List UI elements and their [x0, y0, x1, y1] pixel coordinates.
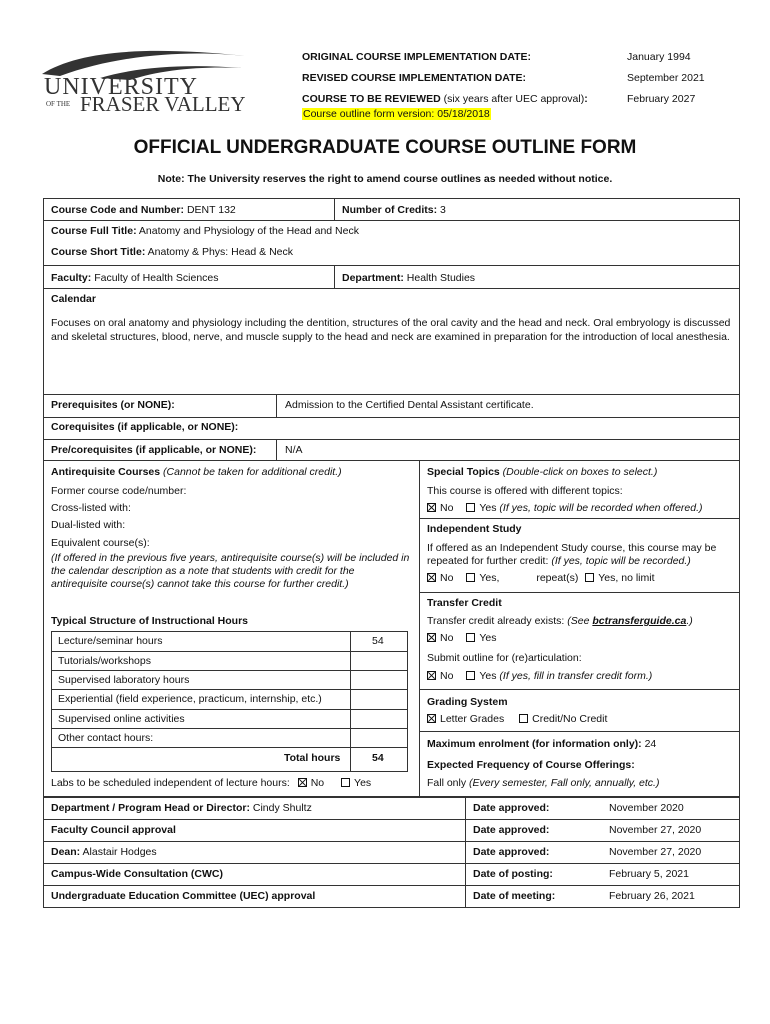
approval-date-label: Date approved: [473, 824, 550, 836]
short-title: Course Short Title: Anatomy & Phys: Head & Neck [51, 246, 293, 258]
equivalent-courses: Equivalent course(s): [51, 537, 150, 549]
grading-label: Grading System [427, 696, 508, 708]
hours-row-label: Supervised laboratory hours [58, 674, 190, 686]
independent-no-limit-checkbox[interactable] [585, 573, 594, 582]
independent-no-checkbox[interactable] [427, 573, 436, 582]
letter-grades-checkbox[interactable] [427, 714, 436, 723]
structure-label: Typical Structure of Instructional Hours [51, 615, 248, 627]
labs-independent: Labs to be scheduled independent of lecture hours: No Yes [51, 777, 372, 789]
rearticulation-yes-checkbox[interactable] [466, 671, 475, 680]
antireq-label: Antirequisite Courses (Cannot be taken for additional credit.) [51, 466, 342, 478]
precoreq-label: Pre/corequisites (if applicable, or NONE): [51, 444, 257, 456]
department: Department: Health Studies [342, 272, 476, 284]
prereq-label: Prerequisites (or NONE): [51, 399, 175, 411]
grading-options: Letter Grades Credit/No Credit [427, 713, 607, 726]
review-date-label: COURSE TO BE REVIEWED (six years after UEC approval): [302, 93, 588, 105]
approval-date-value: November 27, 2020 [609, 824, 702, 836]
precoreq-value: N/A [285, 444, 303, 456]
special-topics-options: No Yes (If yes, topic will be recorded when offered.) [427, 502, 703, 515]
calendar-label: Calendar [51, 293, 96, 305]
rearticulation-no-checkbox[interactable] [427, 671, 436, 680]
approval-row-dept: Department / Program Head or Director: Cindy Shultz [51, 802, 312, 814]
approval-row-faculty: Faculty Council approval [51, 824, 176, 836]
approval-date-value: November 2020 [609, 802, 684, 814]
approval-date-value: February 26, 2021 [609, 890, 695, 902]
calendar-text: Focuses on oral anatomy and physiology including the dentition, structures of the oral cavity and the head and neck. Oral embryology is discussed and skeletal structures, blood, nerve, and muscle supply to the head and neck are examined in preparation for the introduction of local anesthesia. [51, 317, 731, 343]
approval-date-label: Date of posting: [473, 868, 553, 880]
hours-row-label: Experiential (field experience, practicum, internship, etc.) [58, 693, 322, 705]
logo-line2: FRASER VALLEY [80, 92, 246, 116]
independent-study-options: No Yes, repeat(s) Yes, no limit [427, 572, 655, 585]
orig-date-value: January 1994 [627, 51, 691, 63]
approval-row-cwc: Campus-Wide Consultation (CWC) [51, 868, 223, 880]
max-enrolment: Maximum enrolment (for information only): 24 [427, 738, 657, 750]
former-code: Former course code/number: [51, 485, 187, 497]
total-hours-value: 54 [372, 752, 384, 764]
approval-date-label: Date approved: [473, 802, 550, 814]
orig-date-label: ORIGINAL COURSE IMPLEMENTATION DATE: [302, 51, 532, 63]
independent-yes-checkbox[interactable] [466, 573, 475, 582]
rev-date-label: REVISED COURSE IMPLEMENTATION DATE: [302, 72, 527, 84]
hours-row-label: Supervised online activities [58, 713, 185, 725]
faculty: Faculty: Faculty of Health Sciences [51, 272, 219, 284]
credit-no-credit-checkbox[interactable] [519, 714, 528, 723]
approval-date-label: Date of meeting: [473, 890, 556, 902]
hours-row-value: 54 [372, 635, 384, 647]
approval-date-value: November 27, 2020 [609, 846, 702, 858]
total-hours-label: Total hours [284, 752, 341, 764]
cross-listed: Cross-listed with: [51, 502, 131, 514]
prereq-value: Admission to the Certified Dental Assistant certificate. [285, 399, 534, 411]
independent-study-label: Independent Study [427, 523, 522, 535]
antireq-note: (If offered in the previous five years, antirequisite course(s) will be included in the calendar description as a note that students with credit for the antirequisite course(s) cannot take this course for further credit.) [51, 552, 410, 590]
university-logo [40, 44, 255, 124]
logo-line1: UNIVERSITY [44, 74, 198, 100]
submit-outline-options: No Yes (If yes, fill in transfer credit form.) [427, 670, 652, 683]
page-title: OFFICIAL UNDERGRADUATE COURSE OUTLINE FORM [133, 137, 637, 158]
credits: Number of Credits: 3 [342, 204, 446, 216]
approval-date-label: Date approved: [473, 846, 550, 858]
special-no-checkbox[interactable] [427, 503, 436, 512]
transfer-credit-text: Transfer credit already exists: (See bctransferguide.ca.) [427, 615, 693, 627]
approval-row-uec: Undergraduate Education Committee (UEC) approval [51, 890, 316, 902]
amend-note: Note: The University reserves the right to amend course outlines as needed without notice. [157, 173, 613, 185]
approval-date-value: February 5, 2021 [609, 868, 689, 880]
labs-no-checkbox[interactable] [298, 778, 307, 787]
logo-of-the: OF THE [46, 100, 71, 108]
hours-row-label: Tutorials/workshops [58, 655, 151, 667]
transfer-exists-options: No Yes [427, 632, 497, 645]
independent-study-text: If offered as an Independent Study course, this course may be repeated for further credit: (If yes, topic will be recorded.) [427, 542, 717, 567]
frequency-label: Expected Frequency of Course Offerings: [427, 759, 635, 771]
approval-row-dean: Dean: Alastair Hodges [51, 846, 157, 858]
course-code: Course Code and Number: DENT 132 [51, 204, 236, 216]
hours-row-label: Lecture/seminar hours [58, 635, 163, 647]
rev-date-value: September 2021 [627, 72, 705, 84]
form-version: Course outline form version: 05/18/2018 [303, 108, 490, 120]
hours-row-label: Other contact hours: [58, 732, 154, 744]
review-date-value: February 2027 [627, 93, 696, 105]
transfer-no-checkbox[interactable] [427, 633, 436, 642]
special-topics-text: This course is offered with different topics: [427, 485, 623, 497]
submit-outline-text: Submit outline for (re)articulation: [427, 652, 582, 664]
labs-yes-checkbox[interactable] [341, 778, 350, 787]
full-title: Course Full Title: Anatomy and Physiology of the Head and Neck [51, 225, 359, 237]
transfer-credit-label: Transfer Credit [427, 597, 502, 609]
bctransferguide-link[interactable]: bctransferguide.ca [592, 615, 687, 627]
special-yes-checkbox[interactable] [466, 503, 475, 512]
transfer-yes-checkbox[interactable] [466, 633, 475, 642]
special-topics-label: Special Topics (Double-click on boxes to select.) [427, 466, 658, 478]
dual-listed: Dual-listed with: [51, 519, 126, 531]
coreq-label: Corequisites (if applicable, or NONE): [51, 421, 239, 433]
frequency-value: Fall only (Every semester, Fall only, annually, etc.) [427, 777, 660, 789]
